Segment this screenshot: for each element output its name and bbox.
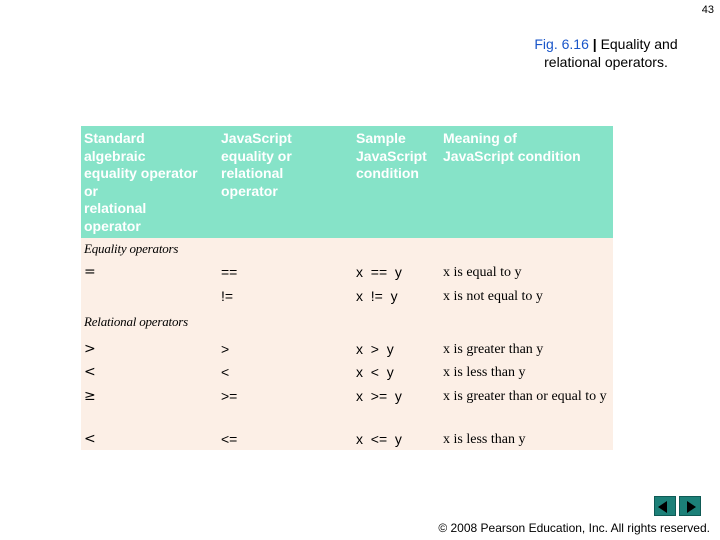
header-algebraic: Standard algebraic equality operator or relational operator <box>84 130 198 234</box>
cell-algebraic: > <box>84 341 96 357</box>
cell-meaning: x is less than y <box>443 365 526 380</box>
figure-label: Fig. 6.16 <box>534 36 589 52</box>
cell-sample: x == y <box>356 264 402 280</box>
triangle-left-icon[interactable] <box>654 496 676 516</box>
cell-sample: x < y <box>356 364 394 380</box>
cell-meaning: x is not equal to y <box>443 289 543 304</box>
slide-navigation <box>654 496 701 516</box>
section-title-relational: Relational operators <box>84 314 188 329</box>
operators-table <box>81 126 613 450</box>
header-meaning: Meaning of JavaScript condition <box>443 130 581 164</box>
cell-js-operator: < <box>221 364 230 380</box>
cell-js-operator: == <box>221 264 238 280</box>
cell-sample: x >= y <box>356 388 402 404</box>
table-header <box>81 126 613 238</box>
cell-algebraic: < <box>84 364 96 380</box>
cell-js-operator: != <box>221 288 234 304</box>
cell-js-operator: > <box>221 341 230 357</box>
cell-meaning: x is greater than or equal to y <box>443 389 607 404</box>
cell-sample: x != y <box>356 288 398 304</box>
cell-meaning: x is equal to y <box>443 265 522 280</box>
header-sample: Sample JavaScript condition <box>356 130 427 181</box>
cell-js-operator: >= <box>221 388 238 404</box>
page-number: 43 <box>701 4 714 16</box>
header-js-operator: JavaScript equality or relational operator <box>221 130 292 199</box>
cell-sample: x <= y <box>356 431 402 447</box>
triangle-right-icon[interactable] <box>679 496 701 516</box>
caption-text: Equality and relational operators. <box>544 36 678 70</box>
figure-caption <box>506 35 706 71</box>
caption-separator: | <box>592 36 597 52</box>
cell-algebraic: < <box>84 431 96 447</box>
cell-algebraic: = <box>84 264 96 280</box>
cell-algebraic: ≥ <box>84 388 96 404</box>
section-title-equality: Equality operators <box>84 241 179 256</box>
cell-js-operator: <= <box>221 431 238 447</box>
cell-sample: x > y <box>356 341 394 357</box>
cell-meaning: x is greater than y <box>443 342 544 357</box>
cell-meaning: x is less than y <box>443 432 526 447</box>
copyright-footer: © 2008 Pearson Education, Inc. All rights reserved. <box>438 521 710 535</box>
